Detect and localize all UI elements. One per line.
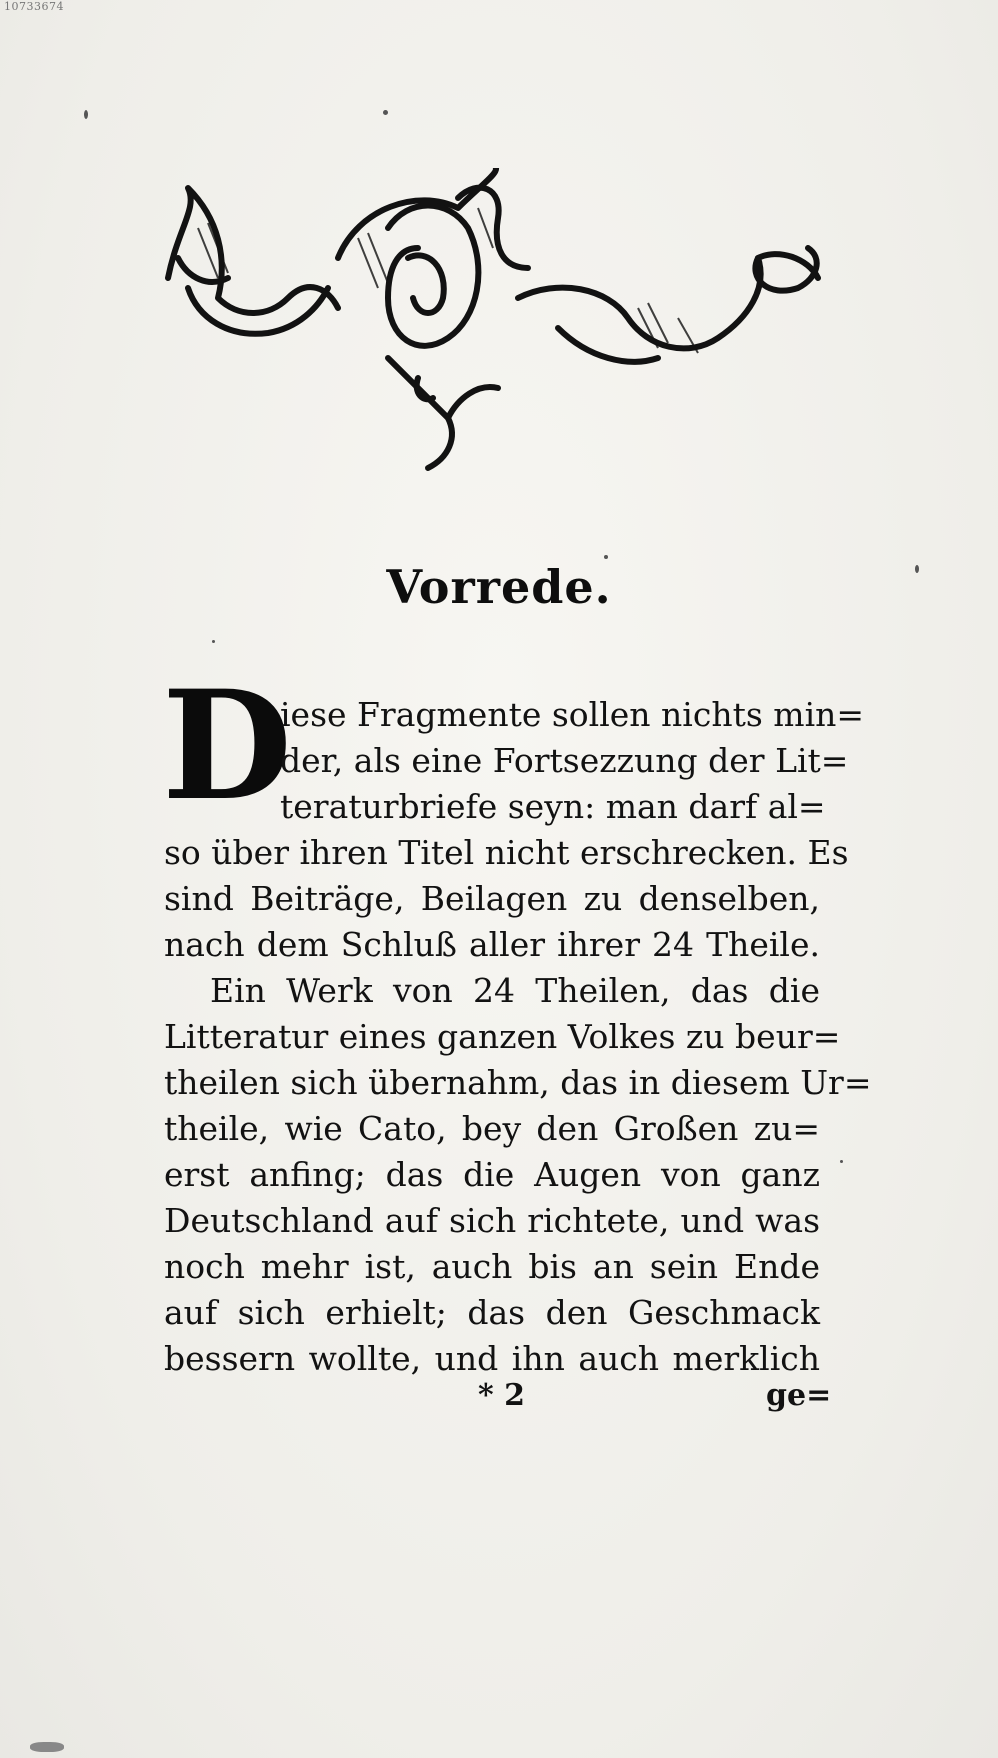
text-line: Ein Werk von 24 Theilen, das die: [210, 971, 820, 1010]
text-line: Deutschland auf sich richtete, und was: [164, 1201, 820, 1240]
paper-speck: [30, 1742, 64, 1752]
text-line: noch mehr ist, auch bis an sein Ende: [164, 1247, 820, 1286]
text-line: sind Beiträge, Beilagen zu denselben,: [164, 879, 820, 918]
paper-speck: [383, 110, 388, 115]
paper-speck: [212, 640, 215, 643]
text-line: nach dem Schluß aller ihrer 24 Theile.: [164, 925, 820, 964]
text-line: erst anfing; das die Augen von ganz: [164, 1155, 820, 1194]
library-shelfmark: 10733674: [4, 0, 64, 13]
paper-speck: [84, 110, 88, 119]
page-title: Vorrede.: [386, 560, 612, 614]
text-line: Litteratur eines ganzen Volkes zu beur=: [164, 1017, 841, 1056]
catchword: ge=: [766, 1378, 832, 1413]
paper-speck: [915, 565, 919, 573]
text-line: theilen sich übernahm, das in diesem Ur=: [164, 1063, 872, 1102]
rococo-ornament-icon: [158, 168, 838, 498]
drop-cap: D: [162, 658, 293, 834]
text-line: so über ihren Titel nicht erschrecken. Es: [164, 833, 849, 872]
paper-speck: [604, 555, 608, 559]
text-line: teraturbriefe seyn: man darf al=: [280, 787, 826, 826]
text-line: bessern wollte, und ihn auch merklich: [164, 1339, 820, 1378]
text-line: auf sich erhielt; das den Geschmack: [164, 1293, 820, 1332]
signature-mark: * 2: [478, 1378, 526, 1413]
paper-speck: [840, 1160, 843, 1163]
text-line: der, als eine Fortsezzung der Lit=: [280, 741, 849, 780]
text-line: theile, wie Cato, bey den Großen zu=: [164, 1109, 820, 1148]
text-line: iese Fragmente sollen nichts min=: [280, 695, 865, 734]
